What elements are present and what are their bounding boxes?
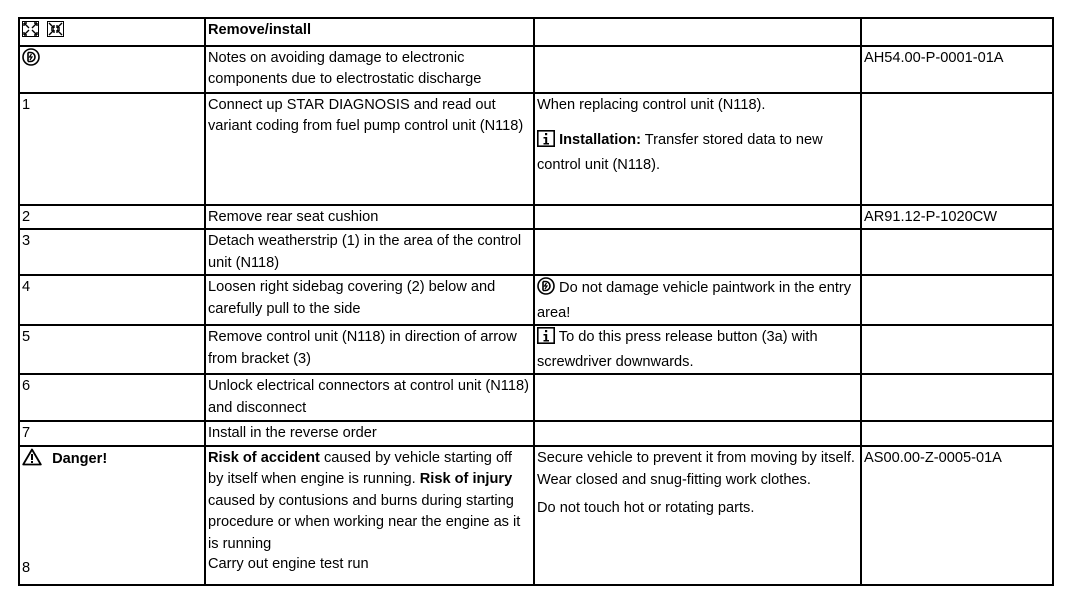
step-number: 3 [19, 229, 205, 275]
header-note-cell [534, 18, 861, 46]
info-icon [537, 327, 555, 352]
esd-warning-icon [22, 48, 40, 74]
remove-icon [22, 21, 39, 45]
risk-label: Risk of injury [419, 471, 513, 487]
step-number: 7 [19, 421, 205, 446]
note-cell [534, 229, 861, 275]
action-cell: Install in the reverse order [205, 421, 534, 446]
measure-item: Secure vehicle to prevent it from moving by itself. [537, 449, 855, 466]
risk-text: caused by contusions and burns during starting procedure or when working near the engine as it is running [208, 492, 521, 552]
note-cell [534, 325, 861, 374]
ref-cell [861, 229, 1053, 275]
action-cell: Notes on avoiding damage to electronic components due to electrostatic discharge [205, 46, 534, 93]
action-cell: Remove control unit (N118) in direction of arrow from bracket (3) [205, 325, 534, 374]
action-text: Carry out engine test run [208, 556, 369, 572]
danger-action-cell [205, 446, 534, 585]
risk-text: caused by vehicle starting off by itself when engine is running. [208, 449, 512, 487]
header-row [19, 18, 1053, 46]
measure-item: Wear closed and snug-fitting work clothes. [537, 472, 811, 488]
table-row [19, 325, 1053, 374]
note-label: Installation: [559, 132, 641, 148]
table-row [19, 421, 1053, 446]
risk-label: Risk of accident [208, 449, 320, 466]
action-cell: Unlock electrical connectors at control unit (N118) and disconnect [205, 374, 534, 421]
step-number: 6 [19, 374, 205, 421]
note-text: Transfer stored data to new control unit (N118). [537, 132, 823, 173]
note-text: To do this press release button (3a) with screwdriver downwards. [537, 329, 818, 370]
step-number: 4 [19, 275, 205, 325]
procedure-table [18, 17, 1054, 586]
header-ref-cell [861, 18, 1053, 46]
info-icon [537, 130, 555, 155]
action-cell: Loosen right sidebag covering (2) below and carefully pull to the side [205, 275, 534, 325]
table-row [19, 275, 1053, 325]
ref-link[interactable]: AR91.12-P-1020CW [861, 205, 1053, 230]
danger-step-cell [19, 446, 205, 585]
header-icons-cell [19, 18, 205, 46]
step-number: 8 [22, 560, 31, 576]
note-cell [534, 374, 861, 421]
action-cell: Detach weatherstrip (1) in the area of the control unit (N118) [205, 229, 534, 275]
esd-warning-icon [537, 277, 555, 303]
table-row [19, 374, 1053, 421]
ref-cell [861, 374, 1053, 421]
table-row [19, 205, 1053, 230]
note-cell [534, 275, 861, 325]
warning-triangle-icon [22, 448, 42, 474]
note-cell [534, 205, 861, 230]
step-number: 2 [19, 205, 205, 230]
ref-cell [861, 325, 1053, 374]
ref-link[interactable]: AS00.00-Z-0005-01A [861, 446, 1053, 585]
ref-link[interactable]: AH54.00-P-0001-01A [861, 46, 1053, 93]
table-row [19, 93, 1053, 205]
step-number: 5 [19, 325, 205, 374]
ref-cell [861, 421, 1053, 446]
header-title: Remove/install [205, 18, 534, 46]
note-cell [534, 46, 861, 93]
note-text: Do not damage vehicle paintwork in the entry area! [537, 280, 852, 321]
action-cell: Connect up STAR DIAGNOSIS and read out variant coding from fuel pump control unit (N118) [205, 93, 534, 205]
ref-cell [861, 275, 1053, 325]
install-icon [47, 21, 64, 45]
table-row [19, 46, 1053, 93]
ref-cell [861, 93, 1053, 205]
measures-cell [534, 446, 861, 585]
table-row [19, 229, 1053, 275]
danger-label: Danger! [52, 450, 108, 467]
table-row [19, 446, 1053, 585]
measure-item: Do not touch hot or rotating parts. [537, 499, 755, 516]
step-number: 1 [19, 93, 205, 205]
action-cell: Remove rear seat cushion [205, 205, 534, 230]
note-text: When replacing control unit (N118). [537, 96, 766, 113]
note-cell [534, 421, 861, 446]
step-cell [19, 46, 205, 93]
note-cell [534, 93, 861, 205]
